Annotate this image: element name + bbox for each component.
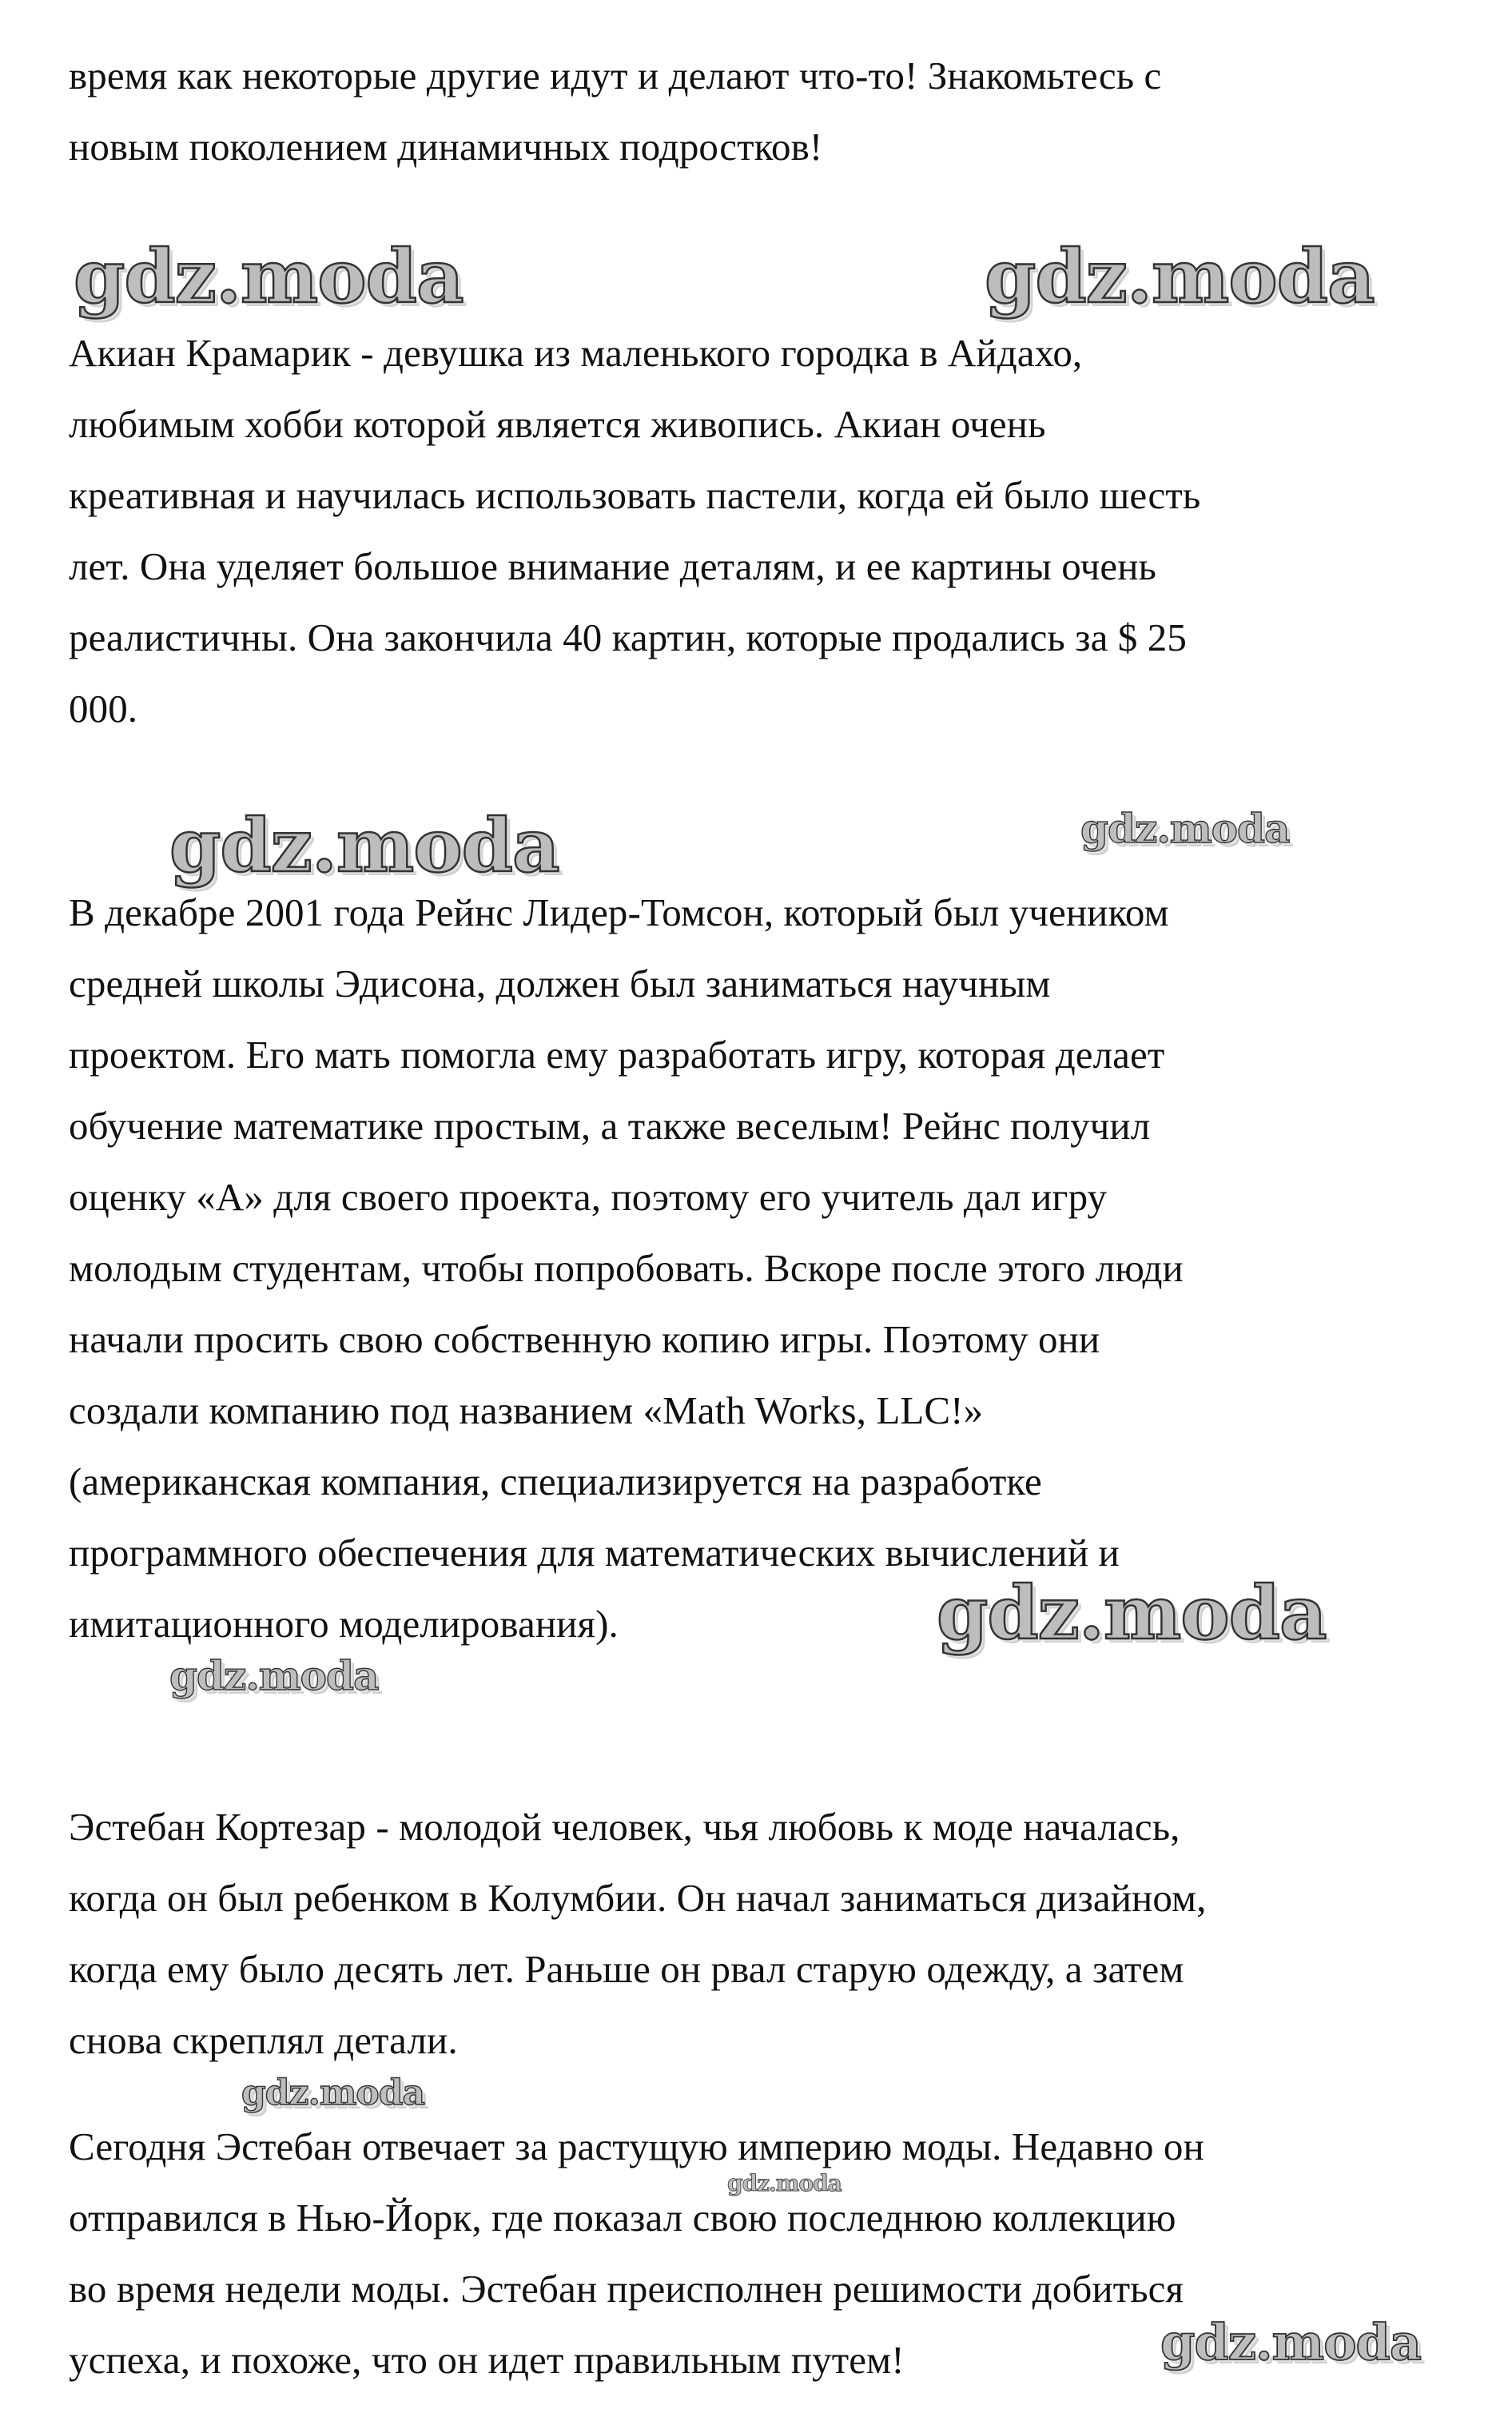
watermark-logo: gdz.moda bbox=[985, 233, 1375, 320]
text-line: имитационного моделирования). bbox=[69, 1602, 619, 1646]
text-line: оценку «А» для своего проекта, поэтому его учитель дал игру bbox=[69, 1175, 1108, 1219]
watermark-logo: gdz.moda bbox=[169, 1652, 379, 1699]
text-line: лет. Она уделяет большое внимание деталям, и ее картины очень bbox=[69, 544, 1156, 588]
text-line: В декабре 2001 года Рейнс Лидер-Томсон, который был учеником bbox=[69, 890, 1169, 934]
text-line: время как некоторые другие идут и делают что-то! Знакомьтесь с bbox=[69, 54, 1162, 98]
text-line: обучение математике простым, а также веселым! Рейнс получил bbox=[69, 1104, 1151, 1148]
watermark-logo: gdz.moda bbox=[169, 802, 559, 889]
text-line: снова скреплял детали. bbox=[69, 2018, 458, 2062]
text-line: успеха, и похоже, что он идет правильным путем! bbox=[69, 2338, 905, 2382]
text-line: когда он был ребенком в Колумбии. Он начал заниматься дизайном, bbox=[69, 1876, 1207, 1920]
text-line: отправился в Нью-Йорк, где показал свою последнюю коллекцию bbox=[69, 2196, 1176, 2240]
text-line: Эстебан Кортезар - молодой человек, чья любовь к моде началась, bbox=[69, 1805, 1180, 1849]
watermark-logo: gdz.moda bbox=[241, 2073, 425, 2113]
watermark-logo: gdz.moda bbox=[1160, 2313, 1421, 2371]
text-line: когда ему было десять лет. Раньше он рвал старую одежду, а затем bbox=[69, 1947, 1184, 1991]
text-line: во время недели моды. Эстебан преисполнен решимости добиться bbox=[69, 2267, 1184, 2311]
text-line: креативная и научилась использовать пастели, когда ей было шесть bbox=[69, 473, 1201, 517]
text-line: любимым хобби которой является живопись. Акиан очень bbox=[69, 402, 1046, 446]
text-line: средней школы Эдисона, должен был заниматься научным bbox=[69, 962, 1051, 1005]
text-line: реалистичны. Она закончила 40 картин, которые продались за $ 25 bbox=[69, 615, 1187, 659]
text-line: новым поколением динамичных подростков! bbox=[69, 125, 823, 169]
text-line: начали просить свою собственную копию игры. Поэтому они bbox=[69, 1317, 1100, 1361]
text-line: Акиан Крамарик - девушка из маленького городка в Айдахо, bbox=[69, 331, 1083, 375]
watermark-logo: gdz.moda bbox=[1080, 805, 1290, 852]
text-line: проектом. Его мать помогла ему разработать игру, которая делает bbox=[69, 1033, 1165, 1077]
watermark-logo: gdz.moda bbox=[727, 2170, 842, 2196]
watermark-logo: gdz.moda bbox=[74, 233, 464, 320]
text-line: молодым студентам, чтобы попробовать. Вскоре после этого люди bbox=[69, 1246, 1184, 1290]
text-line: 000. bbox=[69, 687, 138, 731]
text-line: Сегодня Эстебан отвечает за растущую империю моды. Недавно он bbox=[69, 2124, 1204, 2168]
text-line: (американская компания, специализируется на разработке bbox=[69, 1459, 1042, 1503]
text-line: создали компанию под названием «Math Works, LLC!» bbox=[69, 1388, 984, 1432]
text-line: программного обеспечения для математических вычислений и bbox=[69, 1531, 1120, 1575]
watermark-logo: gdz.moda bbox=[937, 1570, 1327, 1656]
